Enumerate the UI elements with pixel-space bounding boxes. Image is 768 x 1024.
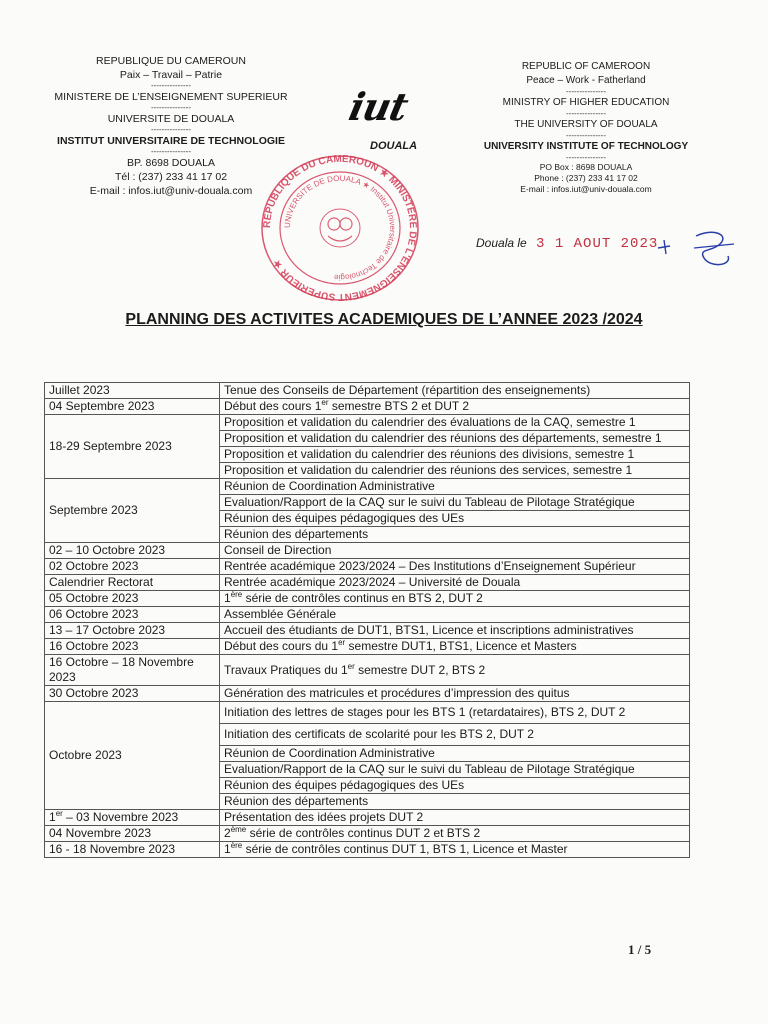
date-stamp: 3 1 AOUT 2023 [536,236,659,252]
stamp-inner-text: UNIVERSITE DE DOUALA ★ Institut Universitaire de Technologie [282,173,398,283]
activity-cell: Evaluation/Rapport de la CAQ sur le suivi du Tableau de Pilotage Stratégique [220,495,690,511]
date-cell: 04 Novembre 2023 [45,826,220,842]
header-ministry-en: MINISTRY OF HIGHER EDUCATION [502,97,670,108]
activity-cell: Réunion des départements [220,794,690,810]
activity-cell: Réunion de Coordination Administrative [220,479,690,495]
date-cell: 30 Octobre 2023 [45,686,220,702]
table-row [45,826,690,842]
header-phone: Tél : (237) 233 41 17 02 [114,171,228,183]
stamp-emblem [320,209,360,247]
header-country-en: REPUBLIC OF CAMEROON [521,61,651,72]
table-row [45,575,690,591]
header-ministry: MINISTERE DE L’ENSEIGNEMENT SUPERIEUR [54,91,288,103]
table-row [45,639,690,655]
table-row [45,623,690,639]
stamp-inner-ring [280,172,400,284]
table-row [45,479,690,495]
header-po-box: BP. 8698 DOUALA [127,157,215,169]
table-row [45,607,690,623]
table-row [45,842,690,858]
date-cell: 16 - 18 Novembre 2023 [45,842,220,858]
activity-cell: 2ème série de contrôles continus DUT 2 et BTS 2 [220,826,690,842]
table-row [45,591,690,607]
activity-cell: Proposition et validation du calendrier des réunions des départements, semestre 1 [220,431,690,447]
divider: --------------- [151,81,191,90]
header-motto: Paix – Travail – Patrie [119,69,223,81]
table-row [45,383,690,399]
divider: --------------- [566,87,606,96]
table-row [45,559,690,575]
header-right-block [470,60,702,195]
activity-cell: Génération des matricules et procédures d’impression des quitus [220,686,690,702]
divider: --------------- [566,109,606,118]
header-university-en: THE UNIVERSITY OF DOUALA [514,119,658,130]
divider: --------------- [566,153,606,162]
header-institute-en: UNIVERSITY INSTITUTE OF TECHNOLOGY [483,141,689,152]
divider: --------------- [151,103,191,112]
activity-cell: Réunion de Coordination Administrative [220,746,690,762]
activity-cell: Réunion des équipes pédagogiques des UEs [220,778,690,794]
activity-cell: Début des cours du 1er semestre DUT1, BTS1, Licence et Masters [220,639,690,655]
activity-cell: Proposition et validation du calendrier des réunions des divisions, semestre 1 [220,447,690,463]
date-cell: Septembre 2023 [45,479,220,543]
activity-cell: Réunion des équipes pédagogiques des UEs [220,511,690,527]
date-cell: 13 – 17 Octobre 2023 [45,623,220,639]
official-stamp [258,154,422,302]
date-cell: 02 Octobre 2023 [45,559,220,575]
activity-cell: Proposition et validation du calendrier des réunions des services, semestre 1 [220,463,690,479]
date-cell: 04 Septembre 2023 [45,399,220,415]
date-cell: 16 Octobre 2023 [45,639,220,655]
table-row [45,655,690,686]
header-university: UNIVERSITE DE DOUALA [107,113,235,125]
page-title: PLANNING DES ACTIVITES ACADEMIQUES DE L’ANNEE 2023 /2024 [125,311,643,328]
activity-cell: Présentation des idées projets DUT 2 [220,810,690,826]
activity-cell: 1ère série de contrôles continus en BTS 2, DUT 2 [220,591,690,607]
logo-subtext: DOUALA [370,140,418,152]
table-row [45,399,690,415]
page-number: 1 / 5 [628,942,652,957]
table-row [45,543,690,559]
date-cell: 05 Octobre 2023 [45,591,220,607]
activity-cell: Conseil de Direction [220,543,690,559]
date-cell: 16 Octobre – 18 Novembre 2023 [45,655,220,686]
table-row [45,686,690,702]
date-cell: Octobre 2023 [45,702,220,810]
activity-cell: Rentrée académique 2023/2024 – Des Institutions d’Enseignement Supérieur [220,559,690,575]
svg-text:UNIVERSITE DE DOUALA ★ Institu [283,174,397,282]
activity-cell: Début des cours 1er semestre BTS 2 et DUT 2 [220,399,690,415]
header-email: E-mail : infos.iut@univ-douala.com [89,185,253,197]
activity-cell: Assemblée Générale [220,607,690,623]
activity-cell: Travaux Pratiques du 1er semestre DUT 2, BTS 2 [220,655,690,686]
logo-text: iut [345,84,412,129]
activity-cell: Evaluation/Rapport de la CAQ sur le suivi du Tableau de Pilotage Stratégique [220,762,690,778]
iut-logo [338,84,428,164]
divider: --------------- [566,131,606,140]
date-cell: Juillet 2023 [45,383,220,399]
divider: --------------- [151,125,191,134]
header-motto-en: Peace – Work - Fatherland [526,75,646,86]
planning-table [44,382,690,858]
header-po-box-en: PO Box : 8698 DOUALA [539,162,633,172]
activity-cell: Initiation des certificats de scolarité pour les BTS 2, DUT 2 [220,724,690,746]
date-cell: 1er – 03 Novembre 2023 [45,810,220,826]
table-row [45,415,690,431]
header-country: REPUBLIQUE DU CAMEROUN [96,55,246,67]
header-phone-en: Phone : (237) 233 41 17 02 [534,173,638,183]
activity-cell: Tenue des Conseils de Département (répartition des enseignements) [220,383,690,399]
activity-cell: Réunion des départements [220,527,690,543]
activity-cell: Initiation des lettres de stages pour les BTS 1 (retardataires), BTS 2, DUT 2 [220,702,690,724]
signature [650,226,740,274]
activity-cell: Accueil des étudiants de DUT1, BTS1, Licence et inscriptions administratives [220,623,690,639]
activity-cell: Rentrée académique 2023/2024 – Université de Douala [220,575,690,591]
divider: --------------- [151,147,191,156]
stamp-outer-text: REPUBLIQUE DU CAMEROUN ★ MINISTERE DE L'ENSEIGNEMENT SUPERIEUR ★ [261,154,419,302]
table-row [45,810,690,826]
date-cell: 02 – 10 Octobre 2023 [45,543,220,559]
date-line [476,236,658,252]
date-cell: 06 Octobre 2023 [45,607,220,623]
activity-cell: 1ère série de contrôles continus DUT 1, BTS 1, Licence et Master [220,842,690,858]
activity-cell: Proposition et validation du calendrier des évaluations de la CAQ, semestre 1 [220,415,690,431]
date-cell: Calendrier Rectorat [45,575,220,591]
date-cell: 18-29 Septembre 2023 [45,415,220,479]
header-institute: INSTITUT UNIVERSITAIRE DE TECHNOLOGIE [57,135,285,147]
table-row [45,702,690,724]
date-prefix: Douala le [476,236,527,250]
header-email-en: E-mail : infos.iut@univ-douala.com [520,184,652,194]
